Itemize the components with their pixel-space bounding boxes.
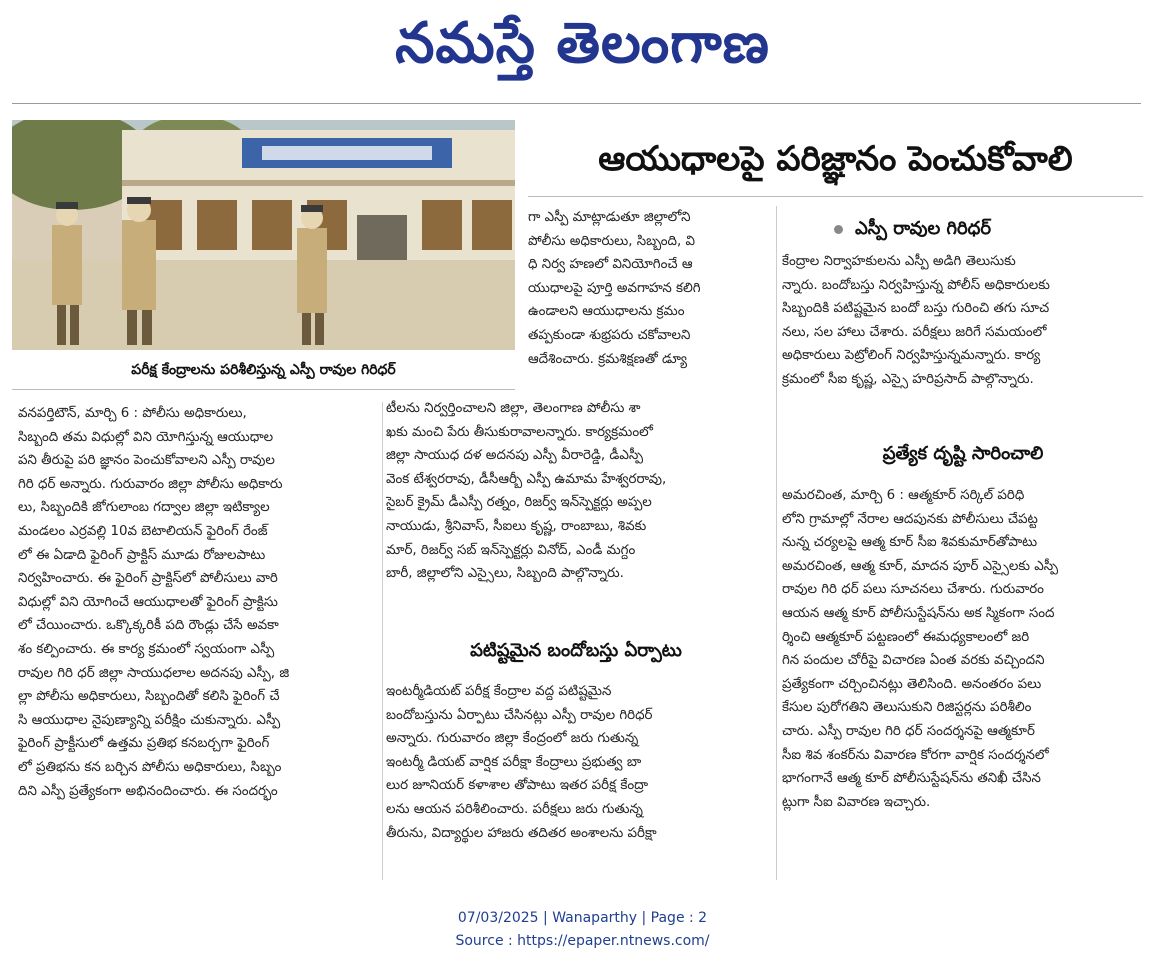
text-line: ఫైరింగ్ ప్రాక్టీసులో ఉత్తమ ప్రతిభ కనబర్చగా ఫైరింగ్ (18, 736, 270, 752)
text-line: విధుల్లో విని యోగించే ఆయుధాలతో ఫైరింగ్ ప్రాక్టిసు (18, 594, 278, 610)
text-line: లోని గ్రామాల్లో నేరాల ఆదపునకు పోలీసులు చేపట్ట (782, 511, 1038, 527)
text-line: అన్నారు. గురువారం జిల్లా కేంద్రంలో జరు గుతున్న (386, 731, 639, 747)
text-line: ఆయన ఆత్మ కూర్ పోలీసుస్టేషన్‌ను అక స్మికంగా సంద (782, 605, 1055, 621)
text-line: రావుల గిరి ధర్ పలు సూచనలు చేశారు. గురువారం (782, 582, 1044, 598)
bullet-icon (834, 225, 843, 234)
text-line: పోలీసు అధికారులు, సిబ్బంది, వి (528, 233, 696, 249)
text-line: ల్లా పోలీసు అధికారులు, సిబ్బందితో కలిసి ఫైరింగ్ చే (18, 689, 280, 705)
article-column-2-middle (386, 397, 766, 586)
text-line: గా ఎస్పీ మాట్లాడుతూ జిల్లాలోని (528, 210, 691, 225)
masthead-rule (12, 103, 1141, 104)
text-line: లుర జూనియర్ కళాశాల తోపాటు ఇతర పరీక్ష కేంద్రా (386, 778, 649, 794)
text-line: ట్లుగా సీఐ వివారణ ఇచ్చారు. (782, 794, 931, 810)
column-divider (776, 206, 777, 880)
text-line: దిని ఎస్పీ ప్రత్యేకంగా అభినందించారు. ఈ సందర్భం (18, 783, 278, 799)
text-line: టీలను నిర్వర్తించాలని జిల్లా, తెలంగాణ పోలీసు శా (386, 401, 641, 416)
text-line: శం కల్పించారు. ఈ కార్య క్రమంలో స్వయంగా ఎస్పీ (18, 641, 275, 657)
text-line: మార్, రిజర్వ్ సబ్ ఇన్‌స్పెక్టర్లు వినోద్, ఎండీ మగ్దం (386, 542, 636, 558)
text-line: అధికారులు పెట్రోలింగ్ నిర్వహిస్తున్నమన్నారు. కార్య (782, 348, 1041, 364)
text-line: తప్పకుండా శుభ్రపరు చకోవాలని (528, 327, 691, 343)
text-line: ఆదేశించారు. క్రమశిక్షణతో డ్యూ (528, 351, 688, 367)
text-line: వనపర్తిటౌన్, మార్చి 6 : పోలీసు అధికారులు, (18, 406, 247, 421)
photo-caption: పరీక్ష కేంద్రాలను పరిశీలిస్తున్న ఎస్పీ రావుల గిరిధర్ (12, 351, 515, 390)
text-line: రావుల గిరి ధర్ జిల్లా సాయుధలాల అదనపు ఎస్పీ, జి (18, 665, 290, 681)
text-line: జిల్లా సాయుధ దళ అదనపు ఎస్పీ వీరారెడ్డి, డీఎస్పీ (386, 448, 644, 464)
text-line: గిరి ధర్ అన్నారు. గురువారం జిల్లా పోలీసు అధికారు (18, 476, 283, 492)
article-column-3-top (782, 250, 1144, 392)
text-line: సీఐ శివ శంకర్‌ను వివారణ కోరగా వార్షిక సందర్శనలో (782, 747, 1049, 763)
text-line: న్నారు. బందోబస్తు నిర్వహిస్తున్న పోలీస్ అధికారులకు (782, 277, 1050, 293)
text-line: ఇంటర్మీ డియట్ వార్షిక పరీక్షా కేంద్రాలు ప్రభుత్వ బా (386, 754, 642, 770)
text-line: యుధాలపై పూర్తి అవగాహన కలిగి (528, 280, 701, 296)
text-line: భాగంగానే ఆత్మ కూర్ పోలీసుస్టేషన్‌ను తనిఖీ చేసిన (782, 771, 1041, 787)
masthead (0, 0, 1165, 100)
text-line: అమరచింత, ఆత్మ కూర్, మాదన పూర్ ఎస్సైలకు ఎస్పీ (782, 558, 1059, 574)
text-line: నలు, సల హాలు చేశారు. పరీక్షలు జరిగే సమయంలో (782, 324, 1047, 340)
footer-date-edition: 07/03/2025 | Wanaparthy | Page : 2 (457, 910, 708, 926)
text-line: మండలం ఎర్రవల్లి 10వ బెటాలియన్ ఫైరింగ్ రేంజ్ (18, 523, 268, 539)
news-photo (12, 120, 515, 350)
text-line: లను ఆయన పరిశీలించారు. పరీక్షలు జరు గుతున్న (386, 801, 643, 817)
text-line: లో ప్రతిభను కన బర్చిన పోలీసు అధికారులు, సిబ్బం (18, 759, 282, 775)
text-line: గిన పందుల చోరీపై విచారణ ఏంత వరకు వచ్చిందని (782, 653, 1045, 669)
headline: ఆయుధాలపై పరిజ్ఞానం పెంచుకోవాలి (598, 139, 1073, 179)
text-line: ర్శించి ఆత్మకూర్ పట్టణంలో ఈమధ్యకాలంలో జరి (782, 629, 1030, 645)
text-line: కేంద్రాల నిర్వాహకులను ఎస్పీ అడిగి తెలుసుకు (782, 254, 1016, 269)
text-line: సిబ్బంది తమ విధుల్లో విని యోగిస్తున్న ఆయుధాల (18, 429, 274, 445)
text-line: నున్న చర్యలపై ఆత్మ కూర్ సీఐ శివకుమార్‌తోపాటు (782, 535, 1038, 551)
photo-illustration (12, 120, 515, 350)
text-line: క్రమంలో సీఐ కృష్ణ, ఎస్సై హరిప్రసాద్ పాల్గొన్నారు. (782, 371, 1034, 387)
text-line: సిబ్బందికి పటిష్టమైన బందో బస్తు గురించి తగు సూచ (782, 301, 1050, 317)
text-line: నిర్వహించారు. ఈ ఫైరింగ్ ప్రాక్టిస్‌లో పోలీసులు వారి (18, 571, 278, 587)
text-line: పని తీరుపై పరి జ్ఞానం పెంచుకోవాలని ఎస్పీ రావుల (18, 453, 275, 469)
text-line: ఉండాలని ఆయుధాలను క్రమం (528, 304, 685, 320)
article-column-1 (18, 402, 380, 803)
subheading-special-focus: ప్రత్యేక దృష్టి సారించాలి (882, 443, 1044, 464)
text-line: ధి నిర్వ హణలో వినియోగించే ఆ (528, 257, 693, 273)
article-column-2-bottom (386, 680, 766, 845)
text-line: అమరచింత, మార్చి 6 : ఆత్మకూర్ సర్కిల్ పరిధి (782, 488, 1025, 503)
text-line: సి ఆయుధాల నైపుణ్యాన్ని పరీక్షిం చుకున్నారు. ఎస్పీ (18, 712, 281, 728)
text-line: కేసుల పురోగతిని తెలుసుకుని రిజిస్టర్లను పరిశీలిం (782, 700, 1032, 716)
text-line: లు, సిబ్బందికి జోగులాంబ గద్వాల జిల్లా ఇటిక్యాల (18, 500, 270, 516)
text-line: నాయుడు, శ్రీనివాస్, సీఐలు కృష్ణ, రాంబాబు, శివకు (386, 518, 647, 534)
text-line: చారు. ఎస్పీ రావుల గిరి ధర్ సందర్శనపై ఆత్మకూర్ (782, 723, 1035, 739)
text-line: బారీ, జిల్లాలోని ఎస్సైలు, సిబ్బంది పాల్గొన్నారు. (386, 566, 624, 582)
byline (834, 212, 1134, 246)
text-line: ఖకు మంచి పేరు తీసుకురావాలన్నారు. కార్యక్రమంలో (386, 424, 653, 440)
newspaper-logo: నమస్తే తెలంగాణ (395, 11, 770, 76)
byline-text: ఎస్పీ రావుల గిరిధర్ (855, 218, 992, 239)
text-line: వెంక టేశ్వరరావు, డీసీఆర్బీ ఎస్పీ ఉమామ హేశ్వరరావు, (386, 471, 667, 487)
column-divider (382, 402, 383, 880)
text-line: లో చేయించారు. ఒక్కొక్కరికీ పది రౌండ్లు చేసే అవకా (18, 618, 279, 634)
text-line: లో ఈ ఏడాది ఫైరింగ్ ప్రాక్టిస్ మూడు రోజులపాటు (18, 547, 266, 563)
footer-source: Source : https://epaper.ntnews.com/ (455, 933, 710, 949)
text-line: బందోబస్తును ఏర్పాటు చేసినట్లు ఎస్పీ రావుల గిరిధర్ (386, 707, 653, 723)
text-line: ప్రత్యేకంగా చర్చించినట్లు తెలిసింది. అనంతరం పలు (782, 676, 1042, 692)
text-line: తీరును, విద్యార్థుల హాజరు తదితర అంశాలను పరీక్షా (386, 825, 657, 841)
subheading-security-arrangements: పటిష్టమైన బందోబస్తు ఏర్పాటు (470, 640, 682, 661)
article-column-2-top (528, 206, 768, 371)
text-line: సైబర్ క్రైమ్ డీఎస్పీ రత్నం, రిజర్వ్ ఇన్‌స్పెక్టర్లు అప్పల (386, 495, 652, 511)
text-line: ఇంటర్మీడియట్ పరీక్ష కేంద్రాల వద్ద పటిష్టమైన (386, 684, 612, 699)
article-column-3-bottom (782, 484, 1144, 814)
headline-rule (528, 196, 1143, 197)
